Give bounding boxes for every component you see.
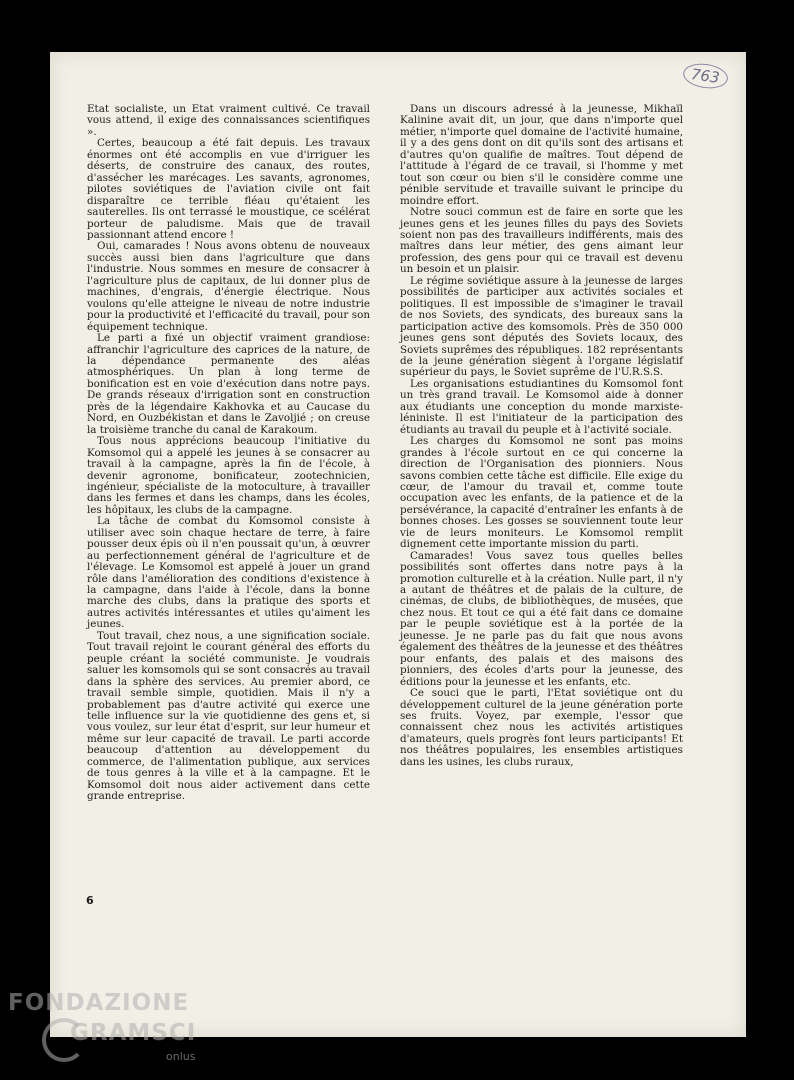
paragraph: Notre souci commun est de faire en sorte que les jeunes gens et les jeunes filles du pays des Soviets soient non pas des travailleurs indifférents, mais des maîtres dans leur métier, des gens aimant leur profession, des gens pour qui ce travail est devenu un besoin et un plaisir. [400,206,683,276]
watermark-onlus: onlus [166,1050,196,1063]
fondazione-gramsci-watermark [8,990,197,1046]
paragraph: Oui, camarades ! Nous avons obtenu de nouveaux succès aussi bien dans l'agriculture que dans l'industrie. Nous sommes en mesure de consacrer à l'agriculture plus de capitaux, de lui donner plus de machines, d'engrais, d'énergie électrique. Nous voulons qu'elle atteigne le niveau de notre industrie pour la productivité et l'efficacité du travail, pour son équipement technique. [87,240,370,333]
paragraph: Le régime soviétique assure à la jeunesse de larges possibilités de participer aux activités sociales et politiques. Il est impossible de s'imaginer le travail de nos Soviets, des syndicats, des bureaux sans la participation active des komsomols. Près de 350 000 jeunes gens sont députés des Soviets locaux, des Soviets suprêmes des républiques. 182 représentants de la jeune génération siègent à l'organe législatif supérieur du pays, le Soviet suprême de l'U.R.S.S. [400,274,683,379]
paragraph: Tous nous apprécions beaucoup l'initiative du Komsomol qui a appelé les jeunes à se consacrer au travail à la campagne, après la fin de l'école, à devenir agronome, bonificateur, zootechnicien, ingénieur, spécialiste de la motoculture, à travailler dans les fermes et dans les champs, dans les écoles, les hôpitaux, les clubs de la campagne. [87,435,370,516]
paragraph: Les organisations estudiantines du Komsomol font un très grand travail. Le Komsomol aide à donner aux étudiants une conception du monde marxiste-léniniste. Il est l'initiateur de la participation des étudiants au travail du peuple et à l'activité sociale. [400,377,683,436]
left-text-column [87,104,370,803]
document-page [50,52,746,1037]
watermark-line-2: GRAMSCI [70,1020,197,1046]
paragraph: Les charges du Komsomol ne sont pas moins grandes à l'école surtout en ce qui concerne la direction de l'Organisation des pionniers. Nous savons combien cette tâche est difficile. Elle exige du cœur, de l'amour du travail et, comme toute occupation avec les enfants, de la patience et de la persévérance, la capacité d'entraîner les enfants à de bonnes choses. Les gosses se souviennent toute leur vie de leurs moniteurs. Le Komsomol remplit dignement cette importante mission du parti. [400,435,683,551]
watermark-line-1: FONDAZIONE [8,990,190,1016]
paragraph: Le parti a fixé un objectif vraiment grandiose: affranchir l'agriculture des caprices de la nature, de la dépendance permanente des aléas atmosphériques. Un plan à long terme de bonification est en voie d'exécution dans notre pays. De grands réseaux d'irrigation sont en construction près de la légendaire Kakhovka et au Caucase du Nord, en Ouzbékistan et dans le Zavoljié ; on creuse la troisième tranche du canal de Karakoum. [87,332,370,436]
paragraph: Etat socialiste, un Etat vraiment cultivé. Ce travail vous attend, il exige des connaissances scientifiques ». [87,103,370,138]
paragraph: La tâche de combat du Komsomol consiste à utiliser avec soin chaque hectare de terre, à faire pousser deux épis où il n'en poussait qu'un, à œuvrer au perfectionnement général de l'agriculture et de l'élevage. Le Komsomol est appelé à jouer un grand rôle dans l'amélioration des conditions d'existence à la campagne, dans l'aide à l'école, dans la bonne marche des clubs, dans la pratique des sports et autres activités intéressantes et utiles qu'aiment les jeunes. [87,515,370,631]
paragraph: Certes, beaucoup a été fait depuis. Les travaux énormes ont été accomplis en vue d'irriguer les déserts, de construire des canaux, des routes, d'assécher les marécages. Les savants, agronomes, pilotes soviétiques de l'aviation civile ont fait disparaître ce terrible fléau qu'étaient les sauterelles. Ils ont terrassé le moustique, ce scélérat porteur de paludisme. Mais que de travail passionnant attend encore ! [87,137,370,241]
right-text-column [400,104,683,768]
paragraph: Tout travail, chez nous, a une signification sociale. Tout travail rejoint le courant général des efforts du peuple créant la société communiste. Je voudrais saluer les komsomols qui se sont consacrés au travail dans la sphère des services. Au premier abord, ce travail semble simple, quotidien. Mais il n'y a probablement pas d'autre activité qui exerce une telle influence sur la vie quotidienne des gens et, si vous voulez, sur leur état d'esprit, sur leur humeur et même sur leur capacité de travail. Le parti accorde beaucoup d'attention au développement du commerce, de l'alimentation publique, aux services de tous genres à la ville et à la campagne. Et le Komsomol doit nous aider activement dans cette grande entreprise. [87,629,370,803]
paragraph: Dans un discours adressé à la jeunesse, Mikhaïl Kalinine avait dit, un jour, que dans n'importe quel métier, n'importe quel domaine de l'activité humaine, il y a des gens dont on dit qu'ils sont des artisans et d'autres qu'on qualifie de maîtres. Tout dépend de l'attitude à l'égard de ce travail, si l'homme y met tout son cœur ou bien s'il le considère comme une pénible servitude et travaille suivant le principe du moindre effort. [400,103,683,207]
paragraph: Ce souci que le parti, l'Etat soviétique ont du développement culturel de la jeune génération porte ses fruits. Voyez, par exemple, l'essor que connaissent chez nous les activités artistiques d'amateurs, quels progrès font leurs participants! Et nos théâtres populaires, les ensembles artistiques dans les usines, les clubs ruraux, [400,687,683,768]
handwritten-page-annotation: 763 [682,61,730,91]
paragraph: Camarades! Vous savez tous quelles belles possibilités sont offertes dans notre pays à la promotion culturelle et à la création. Nulle part, il n'y a autant de théâtres et de palais de la culture, de cinémas, de clubs, de bibliothèques, de musées, que chez nous. Et tout ce qui a été fait dans ce domaine par le peuple soviétique est à la portée de la jeunesse. Je ne parle pas du fait que nous avons également des théâtres de la jeunesse et des théâtres pour enfants, des palais et des maisons des pionniers, des écoles d'arts pour la jeunesse, des éditions pour la jeunesse et les enfants, etc. [400,549,683,688]
page-number: 6 [86,894,94,907]
